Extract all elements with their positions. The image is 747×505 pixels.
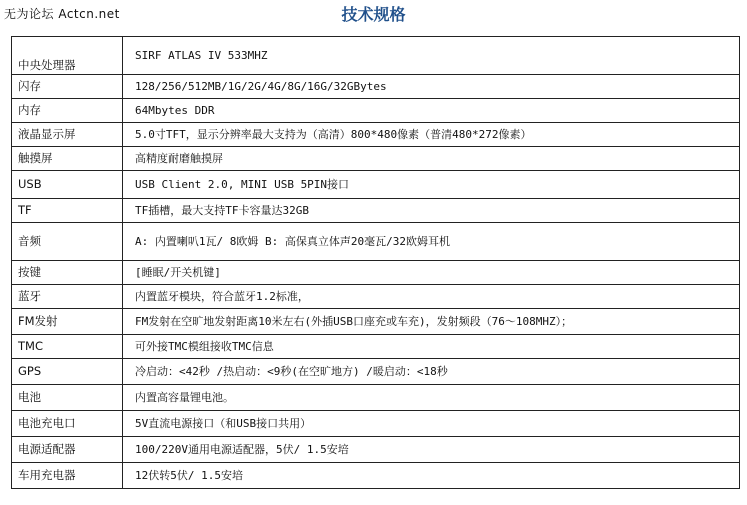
table-row	[12, 147, 740, 171]
spec-key: TF	[12, 199, 123, 223]
table-row	[12, 437, 740, 463]
spec-key: 闪存	[12, 75, 123, 99]
table-row	[12, 359, 740, 385]
table-row	[12, 411, 740, 437]
table-row	[12, 223, 740, 261]
table-row	[12, 199, 740, 223]
spec-key: 电池	[12, 385, 123, 411]
table-row	[12, 285, 740, 309]
spec-key: GPS	[12, 359, 123, 385]
spec-key: 按键	[12, 261, 123, 285]
spec-key: 触摸屏	[12, 147, 123, 171]
spec-value: [睡眠/开关机键]	[123, 261, 740, 285]
spec-key: FM发射	[12, 309, 123, 335]
table-row	[12, 385, 740, 411]
spec-value: SIRF ATLAS IV 533MHZ	[123, 37, 740, 75]
spec-value: TF插槽，最大支持TF卡容量达32GB	[123, 199, 740, 223]
spec-value: 内置蓝牙模块，符合蓝牙1.2标准，	[123, 285, 740, 309]
spec-value: 128/256/512MB/1G/2G/4G/8G/16G/32GBytes	[123, 75, 740, 99]
spec-value: A: 内置喇叭1瓦/ 8欧姆 B: 高保真立体声20毫瓦/32欧姆耳机	[123, 223, 740, 261]
spec-key: 液晶显示屏	[12, 123, 123, 147]
spec-value: 64Mbytes DDR	[123, 99, 740, 123]
spec-key: 电源适配器	[12, 437, 123, 463]
table-row	[12, 171, 740, 199]
spec-key: 音频	[12, 223, 123, 261]
table-row	[12, 123, 740, 147]
table-row	[12, 99, 740, 123]
spec-value: 5V直流电源接口（和USB接口共用）	[123, 411, 740, 437]
table-row	[12, 309, 740, 335]
spec-key: USB	[12, 171, 123, 199]
spec-key: 车用充电器	[12, 463, 123, 489]
table-row	[12, 75, 740, 99]
spec-value: 内置高容量锂电池。	[123, 385, 740, 411]
table-row	[12, 37, 740, 75]
spec-key: 电池充电口	[12, 411, 123, 437]
spec-value: 可外接TMC模组接收TMC信息	[123, 335, 740, 359]
table-row	[12, 261, 740, 285]
spec-key: 蓝牙	[12, 285, 123, 309]
table-row	[12, 335, 740, 359]
spec-key: 内存	[12, 99, 123, 123]
page-title: 技术规格	[341, 5, 406, 24]
spec-value: 5.0寸TFT，显示分辨率最大支持为（高清）800*480像素（普清480*272像素）	[123, 123, 740, 147]
spec-key: TMC	[12, 335, 123, 359]
spec-value: 高精度耐磨触摸屏	[123, 147, 740, 171]
spec-table	[11, 36, 740, 489]
spec-value: 冷启动：<42秒 /热启动：<9秒(在空旷地方) /暖启动：<18秒	[123, 359, 740, 385]
spec-key: 中央处理器	[12, 37, 123, 75]
spec-value: 100/220V通用电源适配器，5伏/ 1.5安培	[123, 437, 740, 463]
watermark: 无为论坛 Actcn.net	[4, 7, 120, 21]
spec-value: 12伏转5伏/ 1.5安培	[123, 463, 740, 489]
spec-value: FM发射在空旷地发射距离10米左右(外插USB口座充或车充)，发射频段（76～108MHZ）；	[123, 309, 740, 335]
table-row	[12, 463, 740, 489]
spec-value: USB Client 2.0, MINI USB 5PIN接口	[123, 171, 740, 199]
